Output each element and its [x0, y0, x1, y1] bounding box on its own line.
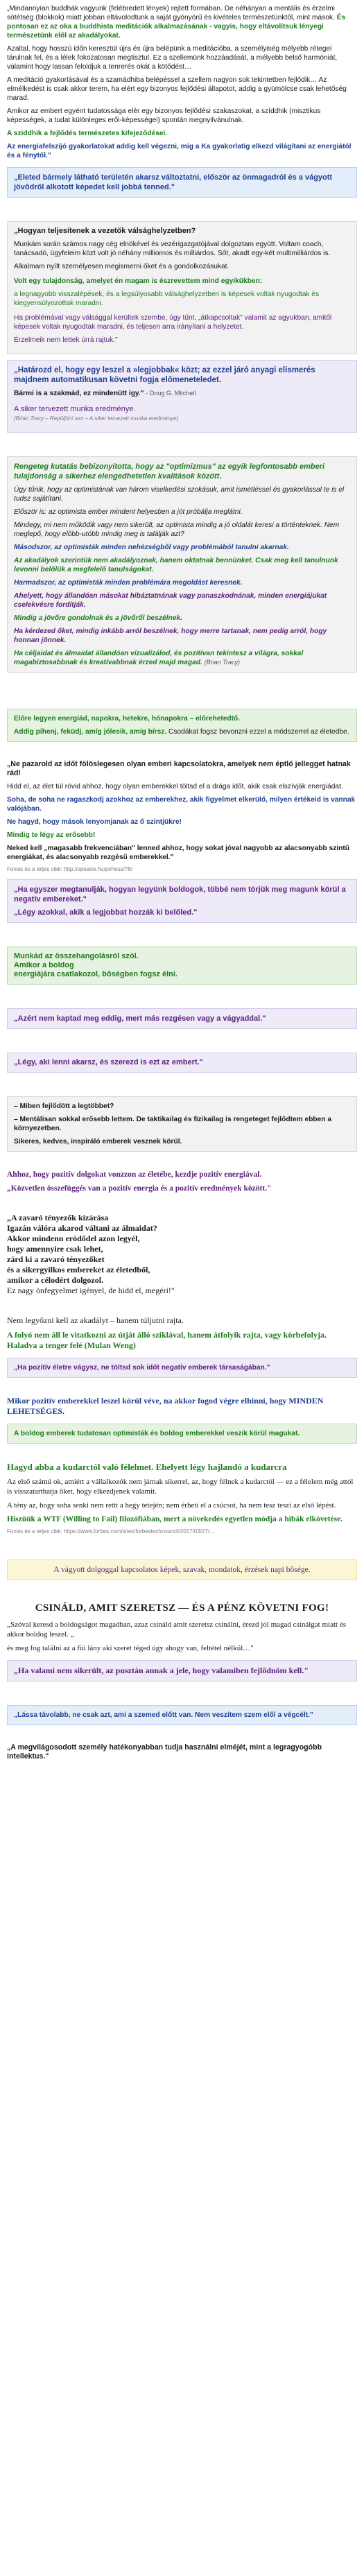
samadhi-paragraph: A meditáció gyakorlásával és a szamádhiba belépéssel a szellem nagyon sok tekintetben fejlődik… Az elmélkedést is csak akkor terem, ha elért egy bizonyos fejlődési állapotot, addig a gyümölcse csak lehetőség marad.: [7, 76, 347, 102]
distractions-line-5: zárd ki a zavaró tényezőket: [7, 1254, 105, 1264]
relations-p1: Hidd el, az élet túl rövid ahhoz, hogy olyan emberekkel töltsd el a drága időt, akik csak elszívják energiádat.: [7, 783, 343, 790]
distractions-line-8: Ez nagy önfegyelmet igényel, de hidd el, megéri!": [7, 1286, 175, 1295]
positive-energy-section: [7, 1170, 357, 1193]
final-p1: „Szóval keresd a boldogságot magadban, azaz csináld amit szeretsz csinálni, érezd jól magad csinálgat miatt és akkor boldog leszel. „: [7, 1620, 347, 1639]
distractions-title: „A zavaró tényezők kizárása: [7, 1213, 109, 1222]
interview-answer-2: Sikeres, kedves, inspiráló emberek vesznek körül.: [14, 1138, 182, 1146]
quote-image-text: „Eleted bármely látható területén akarsz változtatni, először az önmagadról és a vágyott jövődről alkotott képedet kell jobbá tenned.": [14, 173, 333, 191]
leaders-box: [7, 221, 357, 354]
intro-section: [7, 4, 357, 160]
happiness-quote-2: „Légy azokkal, akik a legjobbat hozzák ki belőled.": [14, 908, 198, 917]
vibration-quote: „Azért nem kaptad meg eddig, mert más rezgésen vagy a vágyaddal.": [14, 1014, 266, 1023]
optimism-p3: Mindegy, mi nem működik vagy nem sikerült, az optimista mindig a jó oldalát keresi a történteknek. Nem meglepő, hogy előbb-utóbb mindig meg is találják azt?: [14, 521, 340, 538]
optimism-p10: Ha céljaidat és álmaidat állandóan vizualizálod, és pozitívan tekintesz a világra, sokkal magabiztosabbnak és kreatívabbnak érzed majd magad.: [14, 650, 304, 666]
best-quote-author: - Doug G. Mitchell: [146, 390, 196, 397]
negative-people-quote: „Ha pozitív életre vágysz, ne töltsd sok időt negatív emberek társaságában.": [14, 1364, 270, 1372]
optimism-p8: Mindig a jövőre gondolnak és a jövőről beszélnek.: [14, 614, 182, 622]
positive-energy-quote: „Közvetlen összefüggés van a pozitív energia és a pozitív eredmények között.": [7, 1184, 272, 1193]
distractions-line-7: amikor a célodért dolgozol.: [7, 1275, 104, 1285]
vibration-quote-box: [7, 1008, 357, 1029]
best-quote-end: Bármi is a szakmád, ez mindenütt így.": [14, 390, 144, 397]
intro-text: „Mindannyian buddhák vagyunk (felébredett lények) rejtett formában. De néhányan a mentális és érzelmi sötétség (blokkok) miatt jobban eltávolodtunk a saját gyönyörű és kivételes természetünktől, mint mások.: [7, 5, 335, 21]
failure-p2: A tény az, hogy soha senki nem rettt a hegy tetején; nem érheti el a csúcsot, ha nem tesz teszi az első lépést.: [7, 1501, 336, 1510]
leaders-text-2: Alkalmam nyílt személyesen megismerni őket és a gondolkozásukat.: [14, 263, 229, 270]
relations-title: „Ne pazarold az időt fölöslegesen olyan emberi kapcsolatokra, amelyek nem éptlő jellegget hatnak rád!: [7, 760, 351, 777]
obstacle-line-2: A folyó nem áll le vitatkozni az útját álló sziklával, hanem átfolyik rajta, vagy körbefolyja. Haladva a tenger felé (Mulan Weng): [7, 1330, 327, 1350]
work-line-1: Munkád az összehangolásról szól.: [14, 952, 139, 960]
happiness-quote-box: [7, 879, 357, 923]
distractions-line-4: hogy amennyire csak lehet,: [7, 1244, 103, 1254]
possible-line: Mikor pozitív emberekkel leszel körül véve, na akkor fogod végre elhinni, hogy MINDEN LEHETSÉGES.: [7, 1396, 324, 1416]
relations-p5: Neked kell „magasabb frekvenciában" lenned ahhoz, hogy sokat jóval nagyobb az alacsonyabb szintű energiákat, és alacsonyabb rezgésű emberekkel.": [7, 845, 349, 861]
leaders-green-1: Volt egy tulajdonság, amelyet én magam is észrevettem mind egyikükben:: [14, 277, 263, 285]
happiness-quote-1: „Ha egyszer megtanulják, hogyan legyünk boldogok, többé nem törjük meg magunk körül a negatív embereket.": [14, 885, 346, 904]
intro-highlight: És pontosan ez az oka a buddhista meditációk alkalmazásának - vagyis, hogy eltávolítsuk lényegi természetünk elől az akadályokat.: [7, 14, 346, 40]
relations-p4: Mindig te légy az erősebb!: [7, 831, 96, 839]
failure-source: Forrás és a teljes cikk: https://www.forbes.com/sites/forbestechcouncil/2017/03/27/...: [7, 1528, 214, 1535]
optimism-p4: Másodszor, az optimisták minden nehézségből vagy problémából tanulni akarnak.: [14, 544, 289, 551]
leaders-title: „Hogyan teljesítenek a vezetők válsághelyzetben?: [14, 227, 196, 235]
negative-people-box: [7, 1358, 357, 1378]
best-quote-text: „Határozd el, hogy egy leszel a »legjobbak« közt; az ezzel járó anyagi elismerés majdnem automatikusan követni fogja előmeneteledet.: [14, 366, 315, 384]
images-words-box: [7, 1559, 357, 1580]
success-caption: (Brian Tracy – Repüljön! sex – A siker tervezett munka eredménye): [14, 415, 179, 422]
meditation-paragraph: Azaltal, hogy hosszú időn keresztül újra és újra belépünk a meditációba, a személyiség mélyebb rétegei tárulnak fel, és a lélek fokozatosan megtisztul. Ez a szellemünk hozzáadását, a mélyebb belső harmóniát, valamint hogy lassan feloldjuk a tenrerés okát a kötődést…: [7, 45, 338, 71]
optimism-box: [7, 456, 357, 673]
obstacle-line-1: Nem legyőzni kell az akadályt – hanem túljutni rajta.: [7, 1315, 184, 1325]
best-quote-box: [7, 360, 357, 433]
optimism-p2: Először is: az optimista ember mindent helyesben a jót próbálja meglátni.: [14, 508, 243, 516]
relations-p2: Soha, de soha ne ragaszkodj azokhoz az emberekhez, akik figyelmet elkerülő, milyen értékeid is vannak valójában.: [7, 796, 356, 813]
leaders-purple-1: Ha problémával vagy válsággal kerültek szembe, úgy tűnt, „átkapcsoltak" valamit az agyukban, amitől képesek voltak nyugodtak maradni, és teljesen arra irányítani a helyzetet.: [14, 314, 332, 331]
optimists-line: A boldog emberek tudatosan optimisták és boldog emberekkel veszik körül magukat.: [14, 1430, 300, 1437]
leaders-text: Munkám során számos nagy cég elnökével és vezérigazgatójával dolgoztam együtt. Voltam coach, tanácsadó, ügyfeleim közt volt jó néhány milliomos és milliárdos. Sőt, akadt egy-két multimilliárdos is.: [14, 241, 331, 257]
failure-section: [7, 1462, 357, 1535]
intro-paragraph: [7, 4, 357, 40]
energy-line-2: Addig pihenj, feküdj, amíg jólesik, amíg bírsz.: [14, 728, 167, 736]
optimism-p6: Harmadszor, az optimisták minden problémára megoldást keresnek.: [14, 579, 243, 587]
failure-p3: Hiszüük a WTF (Willing to Fail) filozófiában, mert a növekedés egyetlen módja a hibák elkövetése.: [7, 1515, 343, 1523]
optimism-p7: Ahelyett, hogy állandóan másokat hibáztatnának vagy panaszkodnának, minden energiájukat cselekvésre fordítják.: [14, 592, 327, 609]
energy-line-1: Előre legyen energiád, napokra, hetekre, hónapokra – előrehetedtő.: [14, 715, 241, 723]
energy-exercise-highlight: Az energiafelszíjó gyakorlatokat addig kell végezni, míg a Ka gyakorlatig elkezd világítani az energiától és a fénytől.": [7, 143, 352, 159]
optimism-p5: Az akadályok szerintük nem akadályoznak, hanem oktatnak bennünket. Csak meg kell tanulnunk levonni belőlük a megfelelő tanulságokat.: [14, 557, 338, 573]
relations-section: [7, 760, 357, 872]
images-words-line: A vágyott dolgoggal kapcsolatos képek, szavak, mondatok, érzések napi bősége.: [53, 1566, 311, 1574]
final-p2: és meg fog találni az a fiú lány aki szeret téged úgy ahogy van, feltétel nélkül…": [7, 1644, 254, 1652]
improve-quote: „Ha valami nem sikerült, az pusztán annak a jele, hogy valamiben fejlődnöm kell.": [14, 1666, 309, 1675]
optimism-p9: Ha kérdezed őket, mindig inkább arról beszélnek, hogy merre tartanak, nem pedig arról, hogy honnan jönnek.: [14, 628, 327, 644]
optimism-p1: Úgy tűnik, hogy az optimistának van három viselkedési szokásuk, amit ismétléssel és gyakorlással te is el tudsz sajátítani.: [14, 486, 345, 503]
energy-box: [7, 709, 357, 742]
enlightened-quote: „A megvilágosodott személy hatékonyabban tudja használni elméjét, mint a legragyogóbb intellektus.": [7, 1743, 322, 1761]
improve-quote-box: [7, 1660, 357, 1682]
work-box: [7, 946, 357, 985]
distractions-line-3: Akkor mindenn eródődel azon legyél,: [7, 1234, 140, 1243]
interview-question: – Miben fejlődött a legtöbbet?: [14, 1103, 114, 1110]
article: [7, 0, 357, 1761]
be-quote: „Légy, aki lenni akarsz, és szerezd is ezt az embert.": [14, 1058, 203, 1066]
leaders-green-2: a legnagyobb visszalépések, és a legsúlyosabb válsághelyzetben is képesek voltak nyugodtak és kiegyensúlyozottak maradni.: [14, 291, 320, 307]
distractions-line-6: és a sikergyilkos embereket az életedből,: [7, 1265, 150, 1274]
optimists-box: [7, 1424, 357, 1444]
optimism-title: Rengeteg kutatás bebizonyította, hogy az "optimizmus" az egyik legfontosabb emberi tulajdonság a sikerhez elengedhetetlen kvalitások között.: [14, 463, 325, 481]
energy-line-3: Csodákat fogsz bevonzni ezzel a módszerrel az életedbe.: [168, 728, 349, 736]
leaders-purple-2: Érzelmeik nem lettek úrrá rajtuk.": [14, 336, 118, 344]
final-section: [7, 1602, 357, 1653]
obstacle-section: [7, 1315, 357, 1351]
distractions-line-2: Igazán válóra akarod váltani az álmaidat?: [7, 1223, 157, 1233]
positive-energy-line: Ahhoz, hogy pozitív dolgokat vonzzon az életébe, kezdje pozitív energiával.: [7, 1170, 262, 1179]
distractions-section: [7, 1213, 357, 1296]
work-line-3: energiájára csatlakozol, bőségben fogsz élni.: [14, 970, 177, 978]
success-line: A siker tervezett munka eredménye.: [14, 405, 136, 413]
siddhi-paragraph: Amikor az embert egyént tudatossága elér egy bizonyos fejlődési szakaszokat, a szíddhik (misztikus képességek, a tudat különleges erői-képességei) spontán megnyilvánulnak.: [7, 107, 321, 124]
work-line-2: Amikor a boldog: [14, 961, 74, 969]
be-quote-box: [7, 1053, 357, 1073]
possible-section: [7, 1396, 357, 1417]
relations-p3: Ne hagyd, hogy mások lenyomjanak az ő szintjükre!: [7, 818, 182, 826]
goal-quote: „Lássa távolabb, ne csak azt, ami a szemed előtt van. Nem veszítem szem elől a végcélt.": [14, 1711, 313, 1719]
enlightened-section: [7, 1743, 357, 1761]
failure-p1: Az első számú ok, amiért a vállalkozók nem járnak sikerrel, az, hogy félnek a kudarctól — ez a félelem még attól is visszatarthatja őket, hogy elkezdjenek valamit.: [7, 1478, 354, 1496]
quote-box-image: [7, 167, 357, 198]
siddhi-highlight: A sziddhik a fejlődés természetes kifejeződései.: [7, 130, 168, 137]
final-title: CSINÁLD, AMIT SZERETSZ — ÉS A PÉNZ KÖVETNI FOG!: [35, 1602, 329, 1614]
interview-answer: – Mentálisan sokkal erősebb lettem. De taktikailag és fizikailag is rengeteget fejlődtem ebben a környezetben.: [14, 1116, 332, 1132]
failure-title: Hagyd abba a kudarctól való félelmet. Ehelyett légy hajlandó a kudarcra: [7, 1462, 287, 1472]
optimism-author: (Brian Tracy): [204, 659, 240, 666]
interview-box: [7, 1096, 357, 1152]
relations-source: Forrás és a teljes cikk: http://spoarte.hu/pirhess/78/: [7, 866, 132, 872]
goal-quote-box: [7, 1705, 357, 1725]
